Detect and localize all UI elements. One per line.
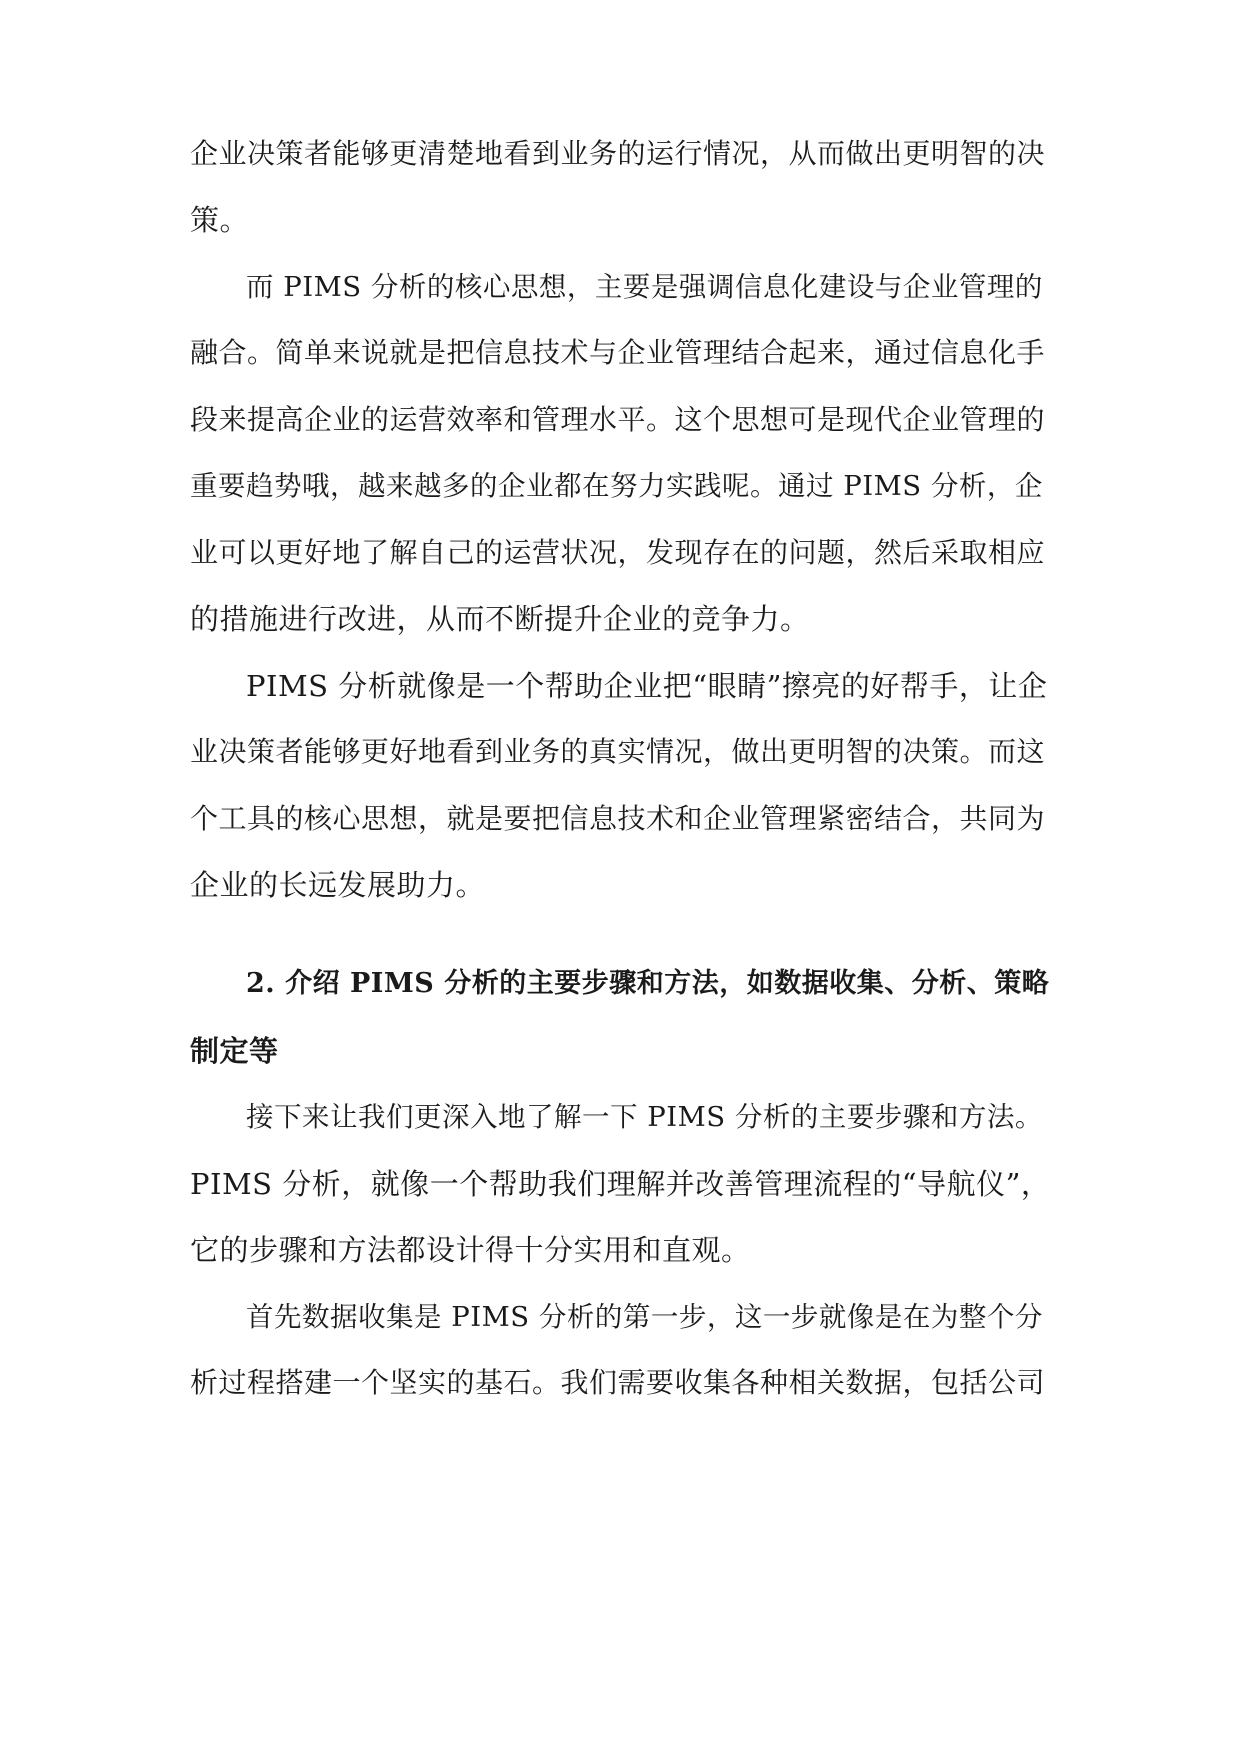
paragraph-3-line-1: PIMS 分析就像是一个帮助企业把“眼睛”擦亮的好帮手，让企: [246, 669, 1048, 703]
paragraph-2-line-4: 重要趋势哦，越来越多的企业都在努力实践呢。通过 PIMS 分析，企: [190, 470, 1043, 502]
section-heading-line-2: 制定等: [190, 1034, 279, 1068]
paragraph-4-line-1: 接下来让我们更深入地了解一下 PIMS 分析的主要步骤和方法。: [246, 1101, 1043, 1133]
paragraph-1-line-2: 策。: [190, 203, 250, 237]
paragraph-2-line-3: 段来提高企业的运营效率和管理水平。这个思想可是现代企业管理的: [190, 403, 1046, 436]
paragraph-3-line-2: 业决策者能够更好地看到业务的真实情况，做出更明智的决策。而这: [190, 735, 1046, 768]
paragraph-3-line-4: 企业的长远发展助力。: [190, 868, 486, 902]
paragraph-2-line-2: 融合。简单来说就是把信息技术与企业管理结合起来，通过信息化手: [190, 336, 1046, 369]
paragraph-4-line-3: 它的步骤和方法都设计得十分实用和直观。: [190, 1233, 751, 1267]
paragraph-5-line-1: 首先数据收集是 PIMS 分析的第一步，这一步就像是在为整个分: [246, 1301, 1043, 1333]
paragraph-2-line-6: 的措施进行改进，从而不断提升企业的竞争力。: [190, 602, 810, 636]
paragraph-4-line-2: PIMS 分析，就像一个帮助我们理解并改善管理流程的“导航仪”，: [190, 1167, 1051, 1201]
paragraph-2-line-5: 业可以更好地了解自己的运营状况，发现存在的问题，然后采取相应: [190, 536, 1046, 569]
section-heading-line-1: 2. 介绍 PIMS 分析的主要步骤和方法，如数据收集、分析、策略: [246, 968, 1050, 999]
paragraph-5-line-2: 析过程搭建一个坚实的基石。我们需要收集各种相关数据，包括公司: [190, 1366, 1046, 1399]
paragraph-2-line-1: 而 PIMS 分析的核心思想，主要是强调信息化建设与企业管理的: [246, 271, 1043, 303]
paragraph-3-line-3: 个工具的核心思想，就是要把信息技术和企业管理紧密结合，共同为: [190, 802, 1046, 835]
paragraph-1-line-1: 企业决策者能够更清楚地看到业务的运行情况，从而做出更明智的决: [190, 137, 1046, 170]
